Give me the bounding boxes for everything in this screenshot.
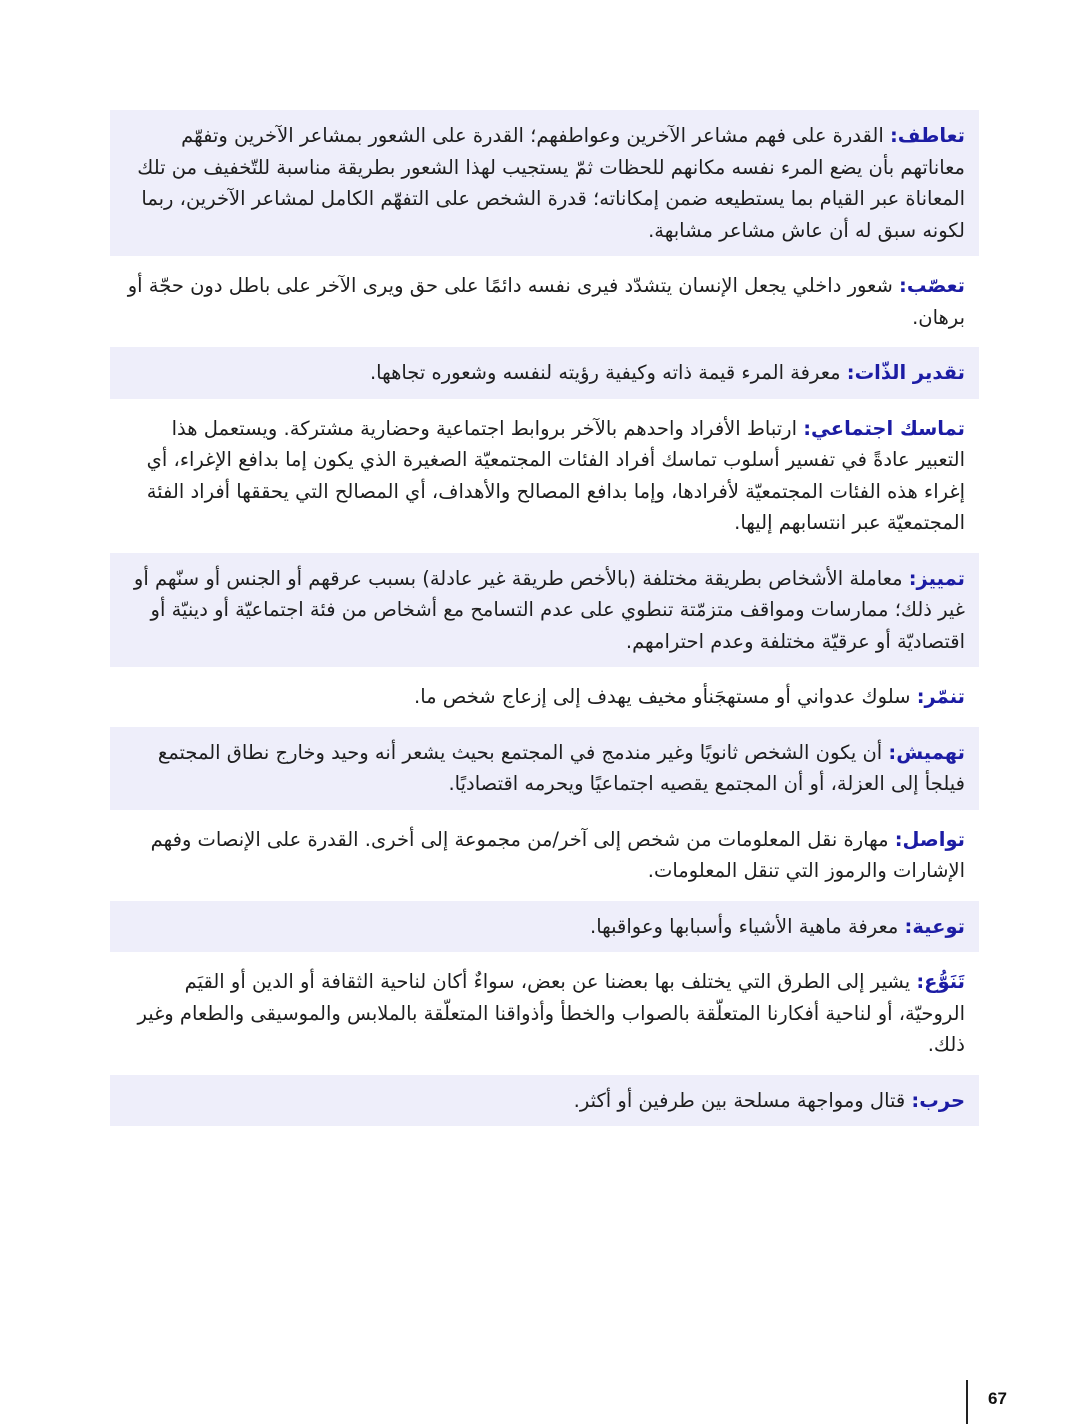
glossary-entry-diversity (110, 956, 979, 1071)
glossary-definition: شعور داخلي يجعل الإنسان يتشدّد فيرى نفسه دائمًا على حق ويرى الآخر على باطل دون حجّة أو برهان. (127, 274, 965, 329)
page-number-divider (966, 1380, 968, 1424)
glossary-entry-bullying (110, 671, 979, 723)
glossary-term: تمييز: (908, 566, 965, 590)
glossary-term: تهميش: (888, 740, 965, 764)
glossary-definition: معاملة الأشخاص بطريقة مختلفة (بالأخص طريقة غير عادلة) بسبب عرقهم أو الجنس أو سنّهم أو غير ذلك؛ ممارسات ومواقف متزمّتة تنطوي على عدم التسامح مع أشخاص من فئة اجتماعيّة أو دينيّة أو اقتصاديّة أو عرقيّة مختلفة وعدم احترامهم. (133, 566, 965, 653)
glossary-list (110, 110, 979, 1130)
glossary-entry-war (110, 1075, 979, 1127)
glossary-entry-empathy (110, 110, 979, 256)
glossary-definition: ارتباط الأفراد واحدهم بالآخر بروابط اجتماعية وحضارية مشتركة. ويستعمل هذا التعبير عادةً في تفسير أسلوب تماسك أفراد الفئات المجتمعيّة الصغيرة الذي يكون إما بدافع الإغراء، أي إغراء هذه الفئات المجتمعيّة لأفرادها، وإما بدافع المصالح والأهداف، أي المصالح التي يحققها أفراد الفئة المجتمعيّة عبر انتسابهم إليها. (146, 416, 965, 534)
glossary-definition: يشير إلى الطرق التي يختلف بها بعضنا عن بعض، سواءٌ أكان لناحية الثقافة أو الدين أو القيَم الروحيّة، أو لناحية أفكارنا المتعلّقة بالصواب والخطأ وأذواقنا المتعلّقة بالملابس والموسيقى والطعام وغير ذلك. (137, 970, 965, 1056)
glossary-term: تعاطف: (889, 124, 965, 147)
glossary-term: تَنَوُّع: (916, 970, 965, 993)
glossary-term: تنمّر: (916, 685, 965, 708)
glossary-entry-discrimination (110, 553, 979, 668)
glossary-term: تماسك اجتماعي: (803, 416, 965, 440)
glossary-definition: سلوك عدواني أو مستهجَنأو مخيف يهدف إلى إزعاج شخص ما. (414, 685, 911, 708)
glossary-definition: القدرة على فهم مشاعر الآخرين وعواطفهم؛ القدرة على الشعور بمشاعر الآخرين وتفهّم معاناتهم بأن يضع المرء نفسه مكانهم للحظات ثمّ يستجيب لهذا الشعور بطريقة مناسبة للتّخفيف من تلك المعاناة عبر القيام بما يستطيعه ضمن إمكاناته؛ قدرة الشخص على التفهّم الكامل لمشاعر الآخرين، ربما لكونه سبق له أن عاش مشاعر مشابهة. (137, 124, 965, 242)
glossary-entry-self-esteem (110, 347, 979, 399)
glossary-entry-awareness (110, 901, 979, 953)
glossary-definition: أن يكون الشخص ثانويًا وغير مندمج في المجتمع بحيث يشعر أنه وحيد وخارج نطاق المجتمع فيلجأ إلى العزلة، أو أن المجتمع يقصيه اجتماعيًا ويحرمه اقتصاديًا. (157, 740, 965, 795)
glossary-definition: معرفة المرء قيمة ذاته وكيفية رؤيته لنفسه وشعوره تجاهها. (369, 361, 841, 384)
glossary-definition: قتال ومواجهة مسلحة بين طرفين أو أكثر. (573, 1088, 906, 1112)
glossary-entry-fanaticism (110, 260, 979, 343)
page-number: 67 (988, 1389, 1007, 1408)
glossary-definition: مهارة نقل المعلومات من شخص إلى آخر/من مجموعة إلى أخرى. القدرة على الإنصات وفهم الإشارات والرموز التي تنقل المعلومات. (150, 827, 965, 882)
page-footer (966, 1380, 1026, 1424)
glossary-entry-communication (110, 814, 979, 897)
glossary-term: توعية: (904, 914, 965, 938)
glossary-definition: معرفة ماهية الأشياء وأسبابها وعواقبها. (590, 914, 899, 938)
glossary-term: حرب: (911, 1088, 965, 1112)
glossary-term: تقدير الذّات: (846, 361, 965, 384)
glossary-entry-social-cohesion (110, 403, 979, 549)
glossary-entry-marginalization (110, 727, 979, 810)
glossary-term: تواصل: (894, 827, 965, 851)
glossary-term: تعصّب: (899, 274, 965, 297)
